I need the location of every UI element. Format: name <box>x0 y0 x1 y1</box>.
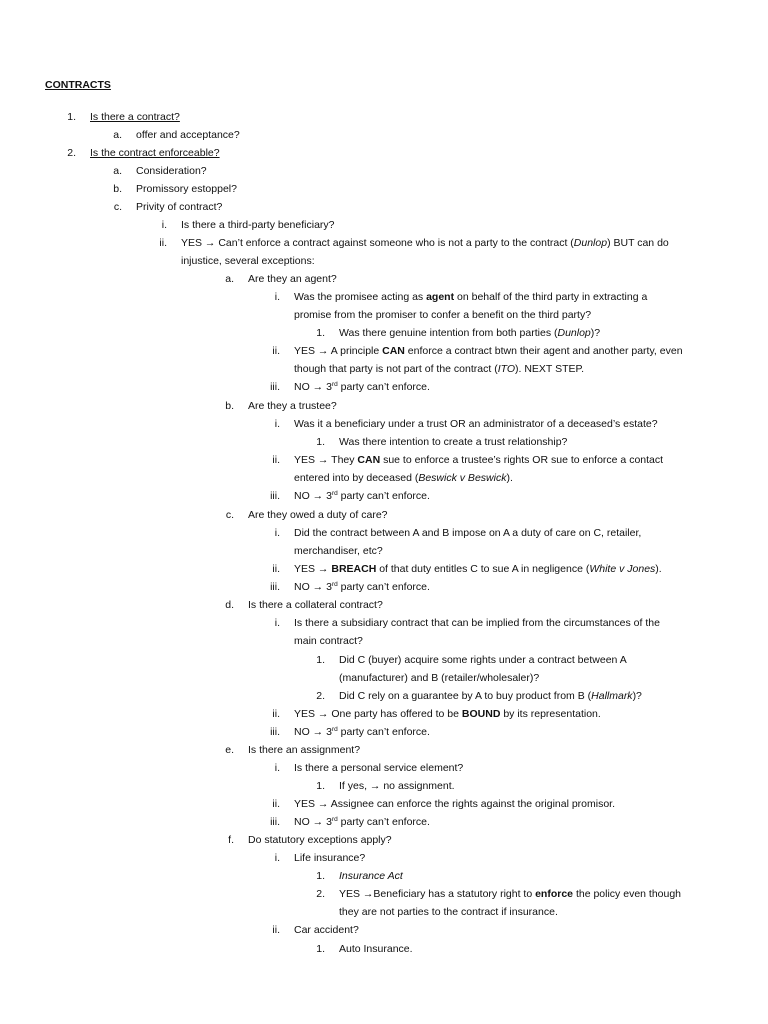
list-marker: d. <box>225 599 234 611</box>
list-text: Privity of contract? <box>136 201 223 213</box>
list-marker: c. <box>225 509 234 521</box>
list-text: Are they an agent? <box>248 273 337 285</box>
list-text: Was there genuine intention from both parties (Dunlop)? <box>339 327 601 339</box>
list-text: NO → 3rd party can’t enforce. <box>294 381 430 393</box>
list-text: NO → 3rd party can’t enforce. <box>294 581 430 593</box>
list-marker: e. <box>225 744 234 756</box>
list-text: Is there a third-party beneficiary? <box>181 219 335 231</box>
list-marker: 2. <box>316 690 325 702</box>
list-marker: b. <box>225 400 234 412</box>
heading-question: Is the contract enforceable? <box>90 147 220 159</box>
list-marker: i. <box>274 617 280 629</box>
list-text-continued: merchandiser, etc? <box>294 545 383 557</box>
list-marker: ii. <box>272 708 280 720</box>
list-text: If yes, → no assignment. <box>339 780 455 792</box>
list-marker: b. <box>113 183 122 195</box>
list-text: Are they a trustee? <box>248 400 337 412</box>
list-marker: i. <box>274 418 280 430</box>
list-marker: ii. <box>272 454 280 466</box>
list-marker: 1. <box>316 654 325 666</box>
list-marker: i. <box>274 291 280 303</box>
list-text: YES →Beneficiary has a statutory right to enforce the policy even though <box>339 888 682 900</box>
list-text: Promissory estoppel? <box>136 183 237 195</box>
list-text-continued: entered into by deceased (Beswick v Beswick). <box>294 472 513 484</box>
list-marker: iii. <box>270 726 280 738</box>
list-marker: c. <box>113 201 122 213</box>
list-marker: i. <box>161 219 167 231</box>
list-text: NO → 3rd party can’t enforce. <box>294 726 430 738</box>
list-text: YES → One party has offered to be BOUND by its representation. <box>294 708 601 720</box>
list-text: Did C rely on a guarantee by A to buy product from B (Hallmark)? <box>339 690 642 702</box>
list-text: YES → They CAN sue to enforce a trustee’s rights OR sue to enforce a contact <box>294 454 664 466</box>
list-marker: ii. <box>272 345 280 357</box>
list-marker: i. <box>274 527 280 539</box>
list-text: Life insurance? <box>294 852 366 864</box>
list-text-continued: though that party is not part of the contract (ITO). NEXT STEP. <box>294 363 585 375</box>
list-marker: a. <box>113 129 122 141</box>
list-text-continued: main contract? <box>294 635 363 647</box>
list-marker: iii. <box>270 581 280 593</box>
list-marker: 1. <box>316 780 325 792</box>
list-text-continued: promise from the promiser to confer a benefit on the third party? <box>294 309 592 321</box>
list-text: Was the promisee acting as agent on behalf of the third party in extracting a <box>294 291 648 303</box>
list-text: NO → 3rd party can’t enforce. <box>294 490 430 502</box>
page-title: CONTRACTS <box>45 79 111 91</box>
list-marker: f. <box>228 834 234 846</box>
list-marker: ii. <box>272 924 280 936</box>
list-text: YES → BREACH of that duty entitles C to sue A in negligence (White v Jones). <box>294 563 662 575</box>
list-text: offer and acceptance? <box>136 129 240 141</box>
list-text: NO → 3rd party can’t enforce. <box>294 816 430 828</box>
list-text: Auto Insurance. <box>339 943 413 955</box>
list-text: Did C (buyer) acquire some rights under a contract between A <box>339 654 627 666</box>
list-text-continued: they are not parties to the contract if insurance. <box>339 906 558 918</box>
list-text: Did the contract between A and B impose on A a duty of care on C, retailer, <box>294 527 642 539</box>
list-marker: a. <box>113 165 122 177</box>
list-marker: ii. <box>272 798 280 810</box>
list-marker: i. <box>274 852 280 864</box>
list-text: Is there an assignment? <box>248 744 361 756</box>
list-marker: 2. <box>67 147 76 159</box>
list-text: Car accident? <box>294 924 359 936</box>
list-text: Was there intention to create a trust relationship? <box>339 436 568 448</box>
list-text-continued: injustice, several exceptions: <box>181 255 315 267</box>
list-text: YES → A principle CAN enforce a contract btwn their agent and another party, even <box>294 345 683 357</box>
list-marker: iii. <box>270 490 280 502</box>
list-marker: 1. <box>316 870 325 882</box>
list-marker: ii. <box>159 237 167 249</box>
list-text: Is there a subsidiary contract that can be implied from the circumstances of the <box>294 617 660 629</box>
list-marker: 2. <box>316 888 325 900</box>
list-marker: 1. <box>316 436 325 448</box>
list-marker: 1. <box>316 327 325 339</box>
list-text: YES → Assignee can enforce the rights against the original promisor. <box>294 798 616 810</box>
list-text: Insurance Act <box>339 870 403 882</box>
list-marker: a. <box>225 273 234 285</box>
heading-question: Is there a contract? <box>90 111 180 123</box>
list-marker: ii. <box>272 563 280 575</box>
list-marker: iii. <box>270 381 280 393</box>
list-text: Consideration? <box>136 165 207 177</box>
list-text: Do statutory exceptions apply? <box>248 834 392 846</box>
list-text-continued: (manufacturer) and B (retailer/wholesaler)? <box>339 672 540 684</box>
list-text: Are they owed a duty of care? <box>248 509 388 521</box>
list-text: Was it a beneficiary under a trust OR an administrator of a deceased’s estate? <box>294 418 658 430</box>
list-text: YES → Can’t enforce a contract against someone who is not a party to the contract (Dunlop) BUT can do <box>181 237 669 249</box>
list-marker: i. <box>274 762 280 774</box>
list-text: Is there a personal service element? <box>294 762 464 774</box>
list-marker: 1. <box>67 111 76 123</box>
list-marker: 1. <box>316 943 325 955</box>
list-marker: iii. <box>270 816 280 828</box>
list-text: Is there a collateral contract? <box>248 599 383 611</box>
